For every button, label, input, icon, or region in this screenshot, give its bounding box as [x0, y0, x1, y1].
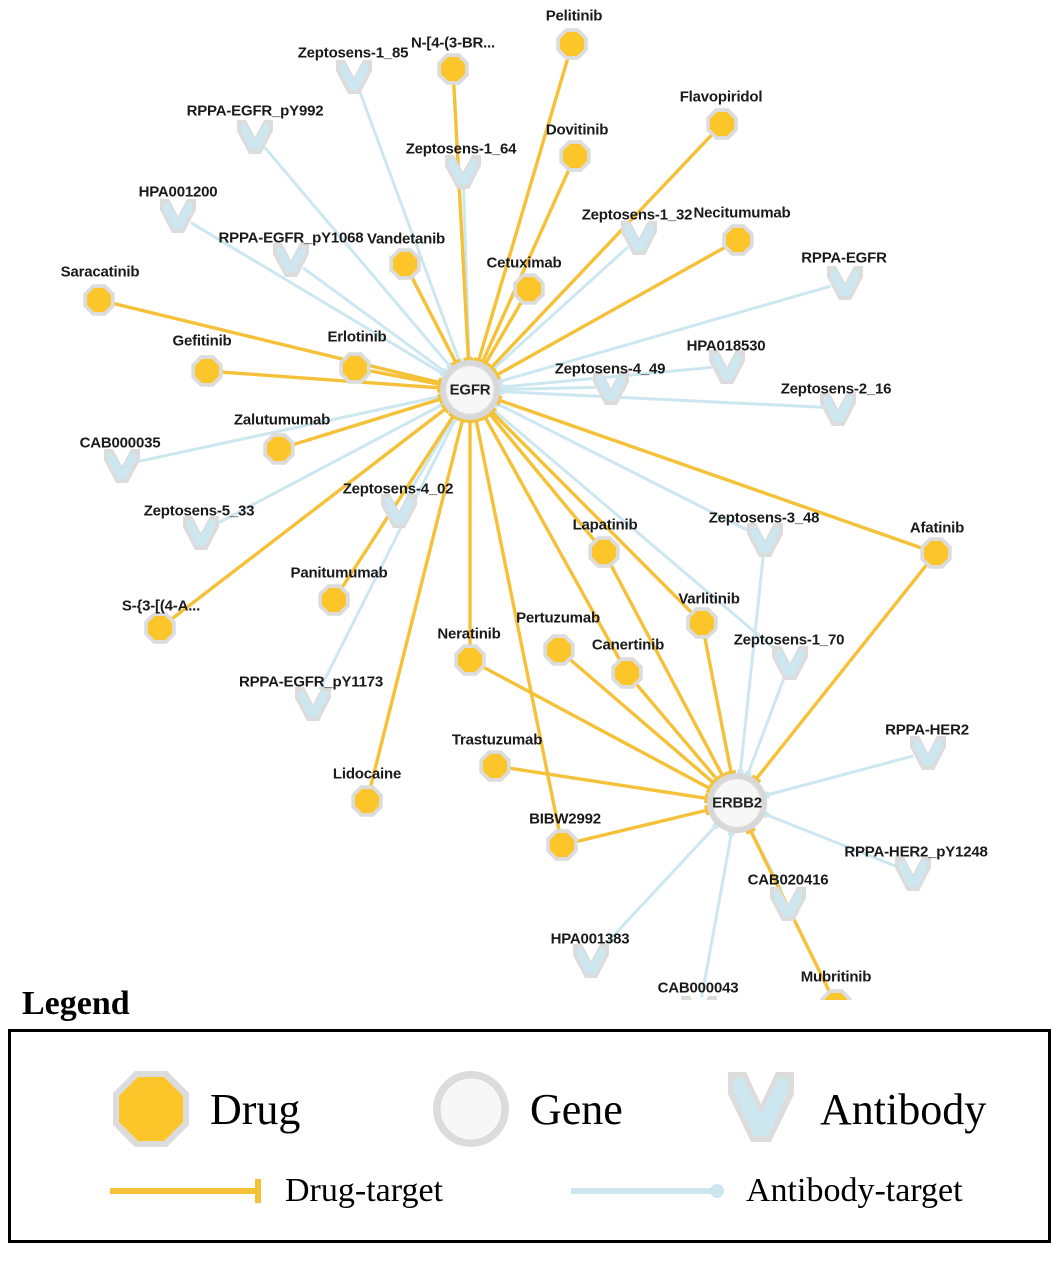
antibody-target-edge — [767, 756, 914, 795]
antibody-node-label: Zeptosens-1_32 — [581, 206, 693, 224]
drug-node-label: Varlitinib — [678, 590, 740, 608]
antibody-node-label: HPA018530 — [686, 337, 766, 355]
gene-node-label: EGFR — [449, 381, 491, 399]
drug-node-label: Neratinib — [437, 625, 501, 643]
antibody-node-label: RPPA-EGFR_pY992 — [186, 102, 324, 120]
drug-target-edge — [636, 684, 717, 780]
drug-node[interactable] — [924, 541, 948, 565]
legend-title: Legend — [22, 985, 130, 1022]
drug-node[interactable] — [690, 611, 714, 635]
drug-target-edge — [342, 416, 454, 588]
drug-edge-endpoint — [706, 793, 708, 803]
drug-node[interactable] — [393, 252, 417, 276]
drug-node-label: Panitumumab — [290, 564, 388, 582]
drug-node-label: Cetuximab — [486, 254, 562, 272]
drug-node[interactable] — [563, 144, 587, 168]
drug-node-label: Gefitinib — [172, 332, 232, 350]
antibody-node-label: Zeptosens-5_33 — [143, 502, 255, 520]
antibody-node-label: Zeptosens-1_85 — [297, 44, 409, 62]
drug-node[interactable] — [592, 540, 616, 564]
drug-node[interactable] — [726, 228, 750, 252]
antibody-node-label: HPA001200 — [138, 183, 218, 201]
drug-node-label: Afatinib — [909, 519, 965, 537]
drug-node[interactable] — [87, 288, 111, 312]
drug-node-label: Mubritinib — [800, 968, 872, 986]
drug-node-label: Erlotinib — [327, 328, 387, 346]
legend-antibody-target-label: Antibody-target — [746, 1172, 963, 1209]
drug-node[interactable] — [550, 833, 574, 857]
legend-drug-target-label: Drug-target — [285, 1172, 443, 1209]
antibody-target-edge — [702, 833, 732, 997]
drug-node[interactable] — [547, 638, 571, 662]
legend-edges-row — [11, 1164, 1048, 1234]
antibody-target-edge — [501, 387, 596, 389]
drug-node[interactable] — [343, 356, 367, 380]
antibody-node-label: Zeptosens-1_64 — [405, 140, 517, 158]
drug-node-label: Flavopiridol — [679, 88, 763, 106]
antibody-node-label: RPPA-EGFR_pY1068 — [218, 229, 364, 247]
drug-edge-endpoint — [439, 383, 440, 393]
drug-node[interactable] — [615, 661, 639, 685]
drug-target-edge — [491, 134, 712, 367]
gene-node-label: ERBB2 — [712, 794, 762, 812]
drug-node[interactable] — [322, 588, 346, 612]
antibody-node-label: CAB000035 — [79, 434, 161, 452]
antibody-node-label: Zeptosens-4_49 — [554, 360, 666, 378]
antibody-node-label: Zeptosens-1_70 — [733, 631, 845, 649]
drug-node-label: Pertuzumab — [516, 609, 600, 627]
drug-node-label: Zalutumumab — [233, 411, 331, 429]
antibody-node-label: Zeptosens-3_48 — [708, 509, 820, 527]
drug-node-label: Necitumumab — [693, 204, 791, 222]
drug-node[interactable] — [483, 754, 507, 778]
drug-node-label: Lapatinib — [572, 516, 638, 534]
drug-node-label: Lidocaine — [332, 765, 402, 783]
drug-node-label: Vandetanib — [366, 230, 446, 248]
antibody-target-edge — [748, 676, 785, 774]
drug-node[interactable] — [267, 437, 291, 461]
drug-node-label: S-{3-[(4-A... — [121, 597, 201, 615]
drug-target-edge-icon — [106, 1174, 271, 1208]
drug-node[interactable] — [195, 359, 219, 383]
antibody-target-edge-icon — [567, 1174, 732, 1208]
drug-node-label: N-[4-(3-BR... — [410, 34, 496, 52]
drug-node[interactable] — [560, 32, 584, 56]
drug-node-label: Canertinib — [591, 636, 665, 654]
antibody-node-label: CAB020416 — [747, 871, 829, 889]
antibody-node-label: Zeptosens-4_02 — [342, 480, 454, 498]
drug-node-label: Pelitinib — [545, 7, 603, 25]
drug-target-edge — [492, 412, 692, 613]
legend-drug-item — [106, 1064, 300, 1154]
legend-antibody-label: Antibody — [820, 1084, 987, 1134]
drug-target-edge — [454, 83, 469, 359]
antibody-node-label: HPA001383 — [550, 930, 630, 948]
antibody-target-edge — [501, 392, 823, 408]
drug-node-label: Saracatinib — [60, 263, 140, 281]
legend-gene-label: Gene — [530, 1084, 623, 1134]
drug-node-label: BIBW2992 — [529, 810, 601, 828]
drug-node[interactable] — [355, 789, 379, 813]
drug-icon — [106, 1064, 196, 1154]
drug-edge-endpoint — [463, 359, 473, 360]
legend-antibody-target-item — [567, 1172, 963, 1210]
drug-node[interactable] — [517, 277, 541, 301]
legend-drug-target-item — [106, 1172, 443, 1210]
antibody-icon — [716, 1064, 806, 1154]
drug-node[interactable] — [441, 57, 465, 81]
drug-node-label: Trastuzumab — [451, 731, 543, 749]
antibody-node-label: RPPA-EGFR_pY1173 — [238, 673, 384, 691]
drug-node[interactable] — [458, 648, 482, 672]
legend-antibody-item — [716, 1064, 986, 1154]
legend — [0, 985, 1059, 1243]
drug-node[interactable] — [710, 112, 734, 136]
legend-gene-item — [426, 1064, 623, 1154]
antibody-node-label: RPPA-HER2_pY1248 — [844, 843, 988, 861]
drug-node[interactable] — [148, 616, 172, 640]
gene-icon — [426, 1064, 516, 1154]
antibody-node-label: CAB000043 — [657, 979, 739, 997]
legend-box — [8, 1029, 1051, 1243]
antibody-node-label: RPPA-HER2 — [885, 721, 969, 739]
drug-node-label: Dovitinib — [545, 121, 609, 139]
legend-drug-label: Drug — [210, 1084, 301, 1134]
antibody-node-label: Zeptosens-2_16 — [780, 380, 892, 398]
antibody-node-label: RPPA-EGFR — [801, 249, 887, 267]
legend-symbols-row — [11, 1046, 1048, 1156]
